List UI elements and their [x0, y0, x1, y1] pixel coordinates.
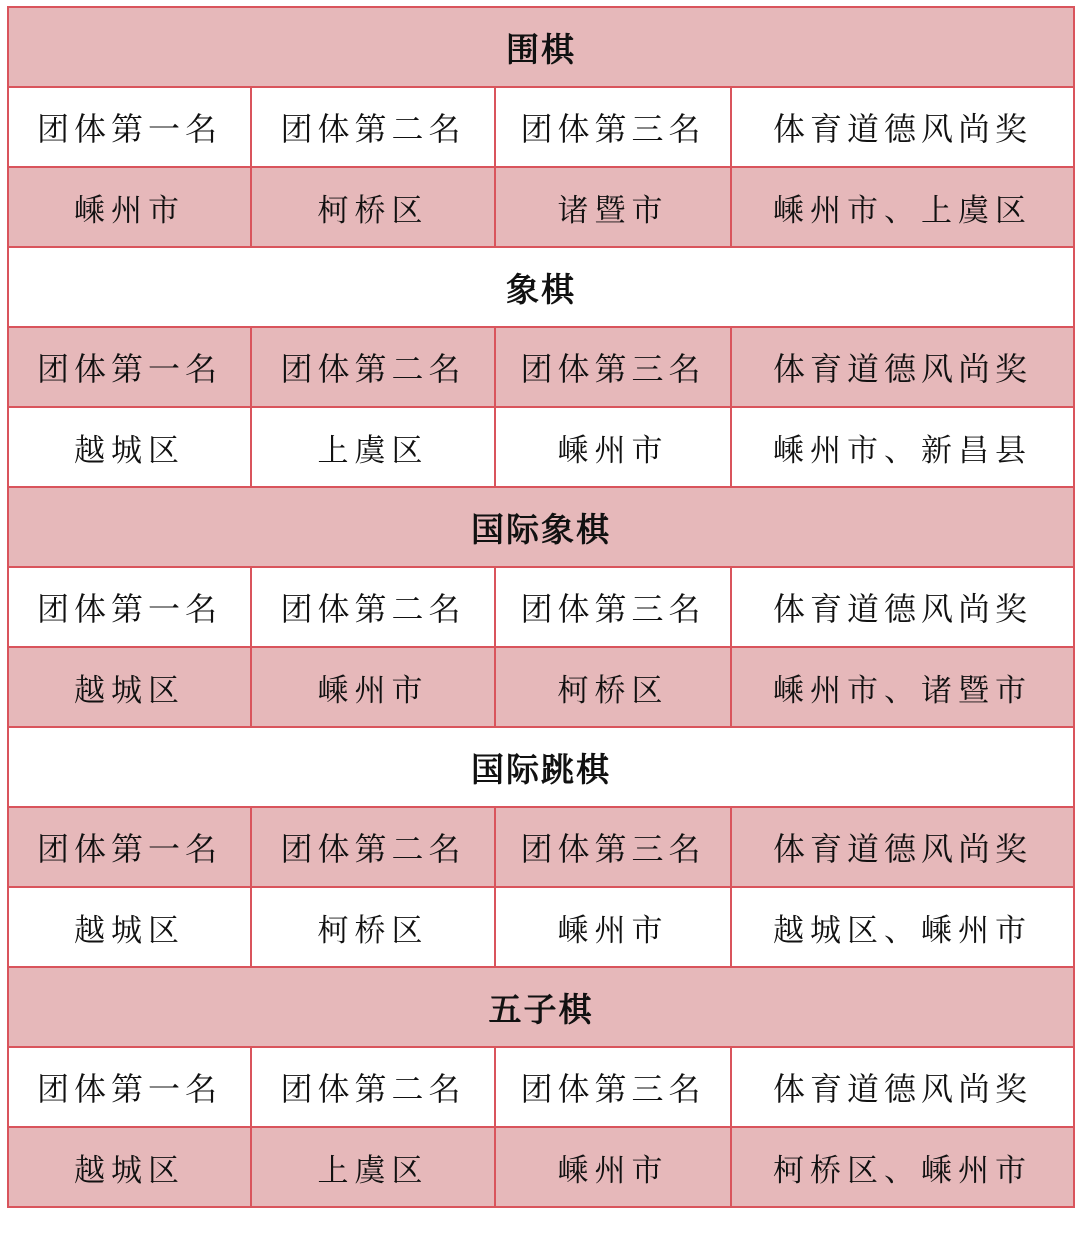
header-row: [8, 327, 1074, 407]
sportsmanship-award-value: 嵊州市、上虞区: [731, 167, 1074, 247]
sportsmanship-award-value: 越城区、嵊州市: [731, 887, 1074, 967]
section-title: 象棋: [8, 247, 1074, 327]
header-row: [8, 807, 1074, 887]
header-row: [8, 1047, 1074, 1127]
sportsmanship-award-value: 柯桥区、嵊州市: [731, 1127, 1074, 1207]
third-place-value: 柯桥区: [495, 647, 731, 727]
result-row: [8, 1127, 1074, 1207]
header-second-place: 团体第二名: [251, 327, 495, 407]
header-third-place: 团体第三名: [495, 87, 731, 167]
header-sportsmanship-award: 体育道德风尚奖: [731, 567, 1074, 647]
second-place-value: 柯桥区: [251, 887, 495, 967]
results-table: [7, 6, 1075, 1208]
second-place-value: 上虞区: [251, 407, 495, 487]
first-place-value: 越城区: [8, 647, 251, 727]
header-sportsmanship-award: 体育道德风尚奖: [731, 87, 1074, 167]
section-title-row: [8, 7, 1074, 87]
first-place-value: 越城区: [8, 1127, 251, 1207]
section-title-row: [8, 967, 1074, 1047]
header-first-place: 团体第一名: [8, 567, 251, 647]
third-place-value: 诸暨市: [495, 167, 731, 247]
result-row: [8, 887, 1074, 967]
result-row: [8, 167, 1074, 247]
first-place-value: 越城区: [8, 887, 251, 967]
second-place-value: 柯桥区: [251, 167, 495, 247]
header-second-place: 团体第二名: [251, 1047, 495, 1127]
second-place-value: 上虞区: [251, 1127, 495, 1207]
header-sportsmanship-award: 体育道德风尚奖: [731, 327, 1074, 407]
section-title-row: [8, 487, 1074, 567]
section-title: 围棋: [8, 7, 1074, 87]
first-place-value: 嵊州市: [8, 167, 251, 247]
third-place-value: 嵊州市: [495, 887, 731, 967]
header-first-place: 团体第一名: [8, 327, 251, 407]
header-third-place: 团体第三名: [495, 567, 731, 647]
third-place-value: 嵊州市: [495, 1127, 731, 1207]
section-title-row: [8, 247, 1074, 327]
header-first-place: 团体第一名: [8, 807, 251, 887]
section-title: 五子棋: [8, 967, 1074, 1047]
section-title: 国际跳棋: [8, 727, 1074, 807]
sportsmanship-award-value: 嵊州市、新昌县: [731, 407, 1074, 487]
header-third-place: 团体第三名: [495, 807, 731, 887]
header-third-place: 团体第三名: [495, 327, 731, 407]
section-title: 国际象棋: [8, 487, 1074, 567]
sportsmanship-award-value: 嵊州市、诸暨市: [731, 647, 1074, 727]
header-sportsmanship-award: 体育道德风尚奖: [731, 1047, 1074, 1127]
first-place-value: 越城区: [8, 407, 251, 487]
third-place-value: 嵊州市: [495, 407, 731, 487]
section-title-row: [8, 727, 1074, 807]
header-sportsmanship-award: 体育道德风尚奖: [731, 807, 1074, 887]
header-third-place: 团体第三名: [495, 1047, 731, 1127]
result-row: [8, 647, 1074, 727]
header-second-place: 团体第二名: [251, 567, 495, 647]
header-first-place: 团体第一名: [8, 87, 251, 167]
header-second-place: 团体第二名: [251, 87, 495, 167]
header-row: [8, 567, 1074, 647]
header-first-place: 团体第一名: [8, 1047, 251, 1127]
header-row: [8, 87, 1074, 167]
header-second-place: 团体第二名: [251, 807, 495, 887]
second-place-value: 嵊州市: [251, 647, 495, 727]
result-row: [8, 407, 1074, 487]
